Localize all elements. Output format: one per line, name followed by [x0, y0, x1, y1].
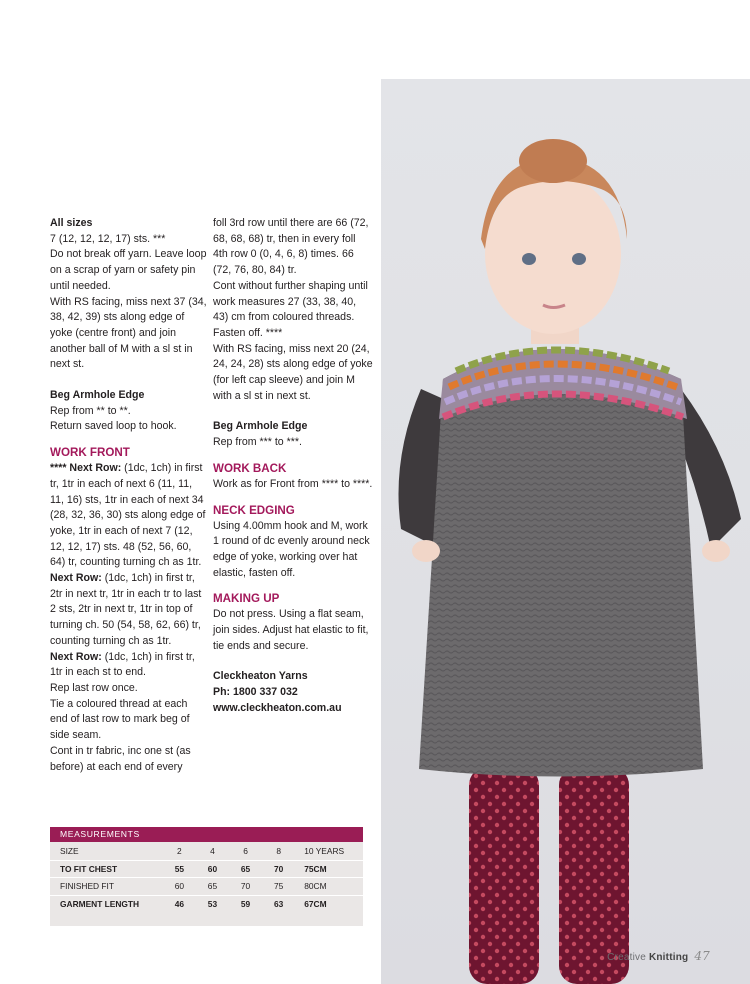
cell: 2 [177, 846, 182, 856]
row-label: Next Row: [50, 650, 102, 663]
cell: 65 [207, 881, 218, 891]
cell: 67CM [304, 898, 327, 909]
right-eye [572, 253, 586, 265]
work-front-heading: WORK FRONT [50, 446, 130, 460]
magazine-name-light: Creative [607, 952, 646, 963]
cell: 80CM [304, 881, 327, 891]
page-number: 47 [694, 949, 710, 963]
measurements-table [50, 827, 363, 926]
table-row [50, 843, 363, 861]
measurements-title: MEASUREMENTS [50, 827, 363, 842]
row-label: FINISHED FIT [60, 881, 114, 891]
contact-phone: Ph: 1800 337 032 [213, 686, 298, 699]
work-front-row-1 [50, 461, 208, 571]
cell: 10 YEARS [304, 846, 345, 856]
row-label: TO FIT CHEST [60, 863, 118, 874]
row-label: SIZE [60, 846, 79, 856]
cell: 53 [207, 898, 218, 909]
magazine-name-bold: Knitting [648, 952, 689, 963]
girl-in-crochet-dress-illustration [381, 79, 750, 984]
contact-name: Cleckheaton Yarns [213, 670, 308, 683]
contact-block [213, 669, 373, 716]
making-up-heading: MAKING UP [213, 592, 280, 606]
left-hand [412, 540, 440, 562]
row-text: (1dc, 1ch) in first tr, 1tr in each st to end. [50, 650, 195, 679]
all-sizes-text: 7 (12, 12, 12, 17) sts. *** Do not break off yarn. Leave loop on a scrap of yarn or safety pin until needed. With RS facing, miss next 37 (34, 38, 42, 39) sts along edge of yoke (centre front) and join another ball of M with a sl st in next st. [50, 232, 207, 371]
row-label: GARMENT LENGTH [60, 898, 140, 909]
cell: 70 [273, 863, 284, 874]
cell: 59 [240, 898, 251, 909]
continue-text: foll 3rd row until there are 66 (72, 68, 68, 68) tr, then in every foll 4th row 0 (0, 4, 6, 8) times. 66 (72, 76, 80, 84) tr. Cont without further shaping until work measures 27 (33, 38, 40, 43) cm from coloured threads. Fasten off. **** With RS facing, miss next 20 (24, 24, 24, 28) sts along edge of yoke (for left cap sleeve) and join M with a sl st in next st. [213, 217, 373, 402]
model-photo [381, 79, 750, 984]
cell: 75CM [304, 863, 327, 874]
work-front-row-2 [50, 571, 208, 650]
work-back-heading: WORK BACK [213, 461, 287, 475]
cell: 8 [276, 846, 281, 856]
beg-armhole-heading: Beg Armhole Edge [50, 389, 145, 402]
work-front-row-3 [50, 650, 208, 681]
all-sizes-heading: All sizes [50, 217, 93, 229]
table-row [50, 878, 363, 896]
cell: 60 [174, 881, 185, 891]
pattern-column-right [213, 216, 373, 717]
cell: 55 [174, 863, 185, 874]
contact-website[interactable]: www.cleckheaton.com.au [213, 701, 342, 714]
table-row [50, 896, 363, 913]
table-row [50, 861, 363, 879]
left-eye [522, 253, 536, 265]
row-label: **** Next Row: [50, 462, 122, 475]
pattern-column-left [50, 216, 208, 775]
making-up-text: Do not press. Using a flat seam, join sides. Adjust hat elastic to fit, tie ends and secure. [213, 608, 369, 652]
left-leg [469, 767, 539, 984]
page-footer [607, 949, 710, 963]
right-hand [702, 540, 730, 562]
beg-armhole-text: Rep from *** to ***. [213, 436, 302, 449]
cell: 75 [273, 881, 284, 891]
neck-edging-text: Using 4.00mm hook and M, work 1 round of dc evenly around neck edge of yoke, working over hat elastic, fasten off. [213, 519, 370, 579]
beg-armhole-text: Rep from ** to **. Return saved loop to hook. [50, 404, 177, 433]
cell: 6 [243, 846, 248, 856]
magazine-name [607, 952, 688, 963]
work-front-text: Rep last row once. Tie a coloured thread at each end of last row to mark beg of side seam. Cont in tr fabric, inc one st (as before) at each end of every [50, 681, 191, 773]
neck-edging-heading: NECK EDGING [213, 503, 295, 517]
beg-armhole-heading: Beg Armhole Edge [213, 420, 308, 433]
cell: 70 [240, 881, 251, 891]
cell: 65 [240, 863, 251, 874]
row-text: (1dc, 1ch) in first tr, 2tr in next tr, 1tr in each tr to last 2 sts, 2tr in next tr, 1tr in top of turning ch. 50 (54, 58, 62, 66) tr, counting turning ch as 1tr. [50, 572, 202, 647]
measurements-body [50, 842, 363, 926]
row-label: Next Row: [50, 572, 102, 585]
row-text: (1dc, 1ch) in first tr, 1tr in each of next 6 (11, 11, 11, 16) sts, 1tr in each of next 34 (28, 32, 36, 30) sts along edge of yoke, 1tr in each of next 7 (12, 12, 12, 17) sts. 48 (52, 56, 60, 64) tr, counting turning ch as 1tr. [50, 462, 206, 569]
cell: 60 [207, 863, 218, 874]
cell: 63 [273, 898, 284, 909]
face [485, 174, 621, 334]
cell: 46 [174, 898, 185, 909]
cell: 4 [210, 846, 215, 856]
work-back-text: Work as for Front from **** to ****. [213, 477, 373, 490]
